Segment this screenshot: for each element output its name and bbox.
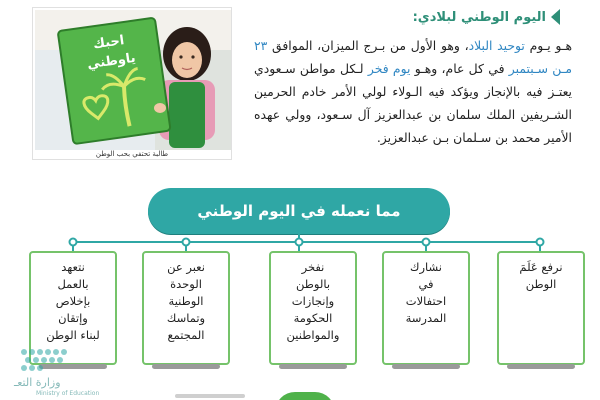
highlighted-phrase: ٢٣ مـن سـبتمبر bbox=[254, 38, 572, 76]
green-arc-decoration bbox=[275, 392, 335, 400]
card-line: احتفالات bbox=[405, 294, 447, 308]
activity-card-school-celebrations bbox=[382, 251, 470, 365]
divider bbox=[175, 394, 245, 398]
connector-dot bbox=[183, 239, 190, 246]
card-shadow bbox=[279, 364, 347, 369]
ministry-logo-subtext: Ministry of Education bbox=[36, 390, 100, 397]
card-line: وإنجازات bbox=[291, 294, 335, 308]
card-text bbox=[275, 259, 351, 344]
connector-dot bbox=[537, 239, 544, 246]
card-line: بالوطن bbox=[295, 277, 331, 291]
card-line: نتعهد bbox=[61, 260, 85, 274]
paragraph-text: هـو يـوم bbox=[524, 38, 572, 53]
card-line: الوطن bbox=[525, 277, 557, 291]
activity-card-raise-flag bbox=[497, 251, 585, 365]
banner-title: مما نعمله في اليوم الوطني bbox=[197, 202, 401, 220]
card-line: والمواطنين bbox=[286, 328, 340, 342]
card-line: المدرسة bbox=[405, 311, 447, 325]
paragraph-text: ، وهو الأول من بـرج الميزان، الموافق bbox=[267, 38, 469, 53]
card-shadow bbox=[152, 364, 220, 369]
paragraph-text: في كل عام، وهـو bbox=[410, 61, 509, 76]
section-heading bbox=[413, 7, 560, 27]
card-text bbox=[148, 259, 224, 344]
section-title: اليوم الوطني لبلادي: bbox=[412, 9, 546, 25]
national-day-paragraph bbox=[254, 34, 572, 149]
card-line: الحكومة bbox=[293, 311, 333, 325]
card-line: الوطنية bbox=[168, 294, 204, 308]
card-line: بالعمل bbox=[57, 277, 89, 291]
activity-card-proud bbox=[269, 251, 357, 365]
connector-dot bbox=[70, 239, 77, 246]
card-line: وتماسك bbox=[166, 311, 206, 325]
student-photo bbox=[32, 7, 232, 160]
arrow-marker-icon bbox=[551, 9, 560, 25]
card-text bbox=[503, 259, 579, 293]
ministry-logo-text: وزارة التعـ bbox=[14, 376, 61, 389]
activities-banner bbox=[148, 188, 450, 234]
girl-holding-sign-image bbox=[35, 10, 231, 150]
connector-dot bbox=[423, 239, 430, 246]
card-line: بإخلاص bbox=[55, 294, 91, 308]
card-line: نعبر عن bbox=[167, 260, 205, 274]
card-line: نشارك bbox=[410, 260, 442, 274]
highlighted-phrase: يوم فخر bbox=[367, 61, 411, 76]
card-line: لبناء الوطن bbox=[46, 328, 100, 342]
paragraph-text: لـكل مواطن سـعودي يعتـز فيه بالإنجاز ويؤكد فيه الـولاء لولي الأمر خادم الحرمين الشـريفين الملك سلمان بن عبدالعزيز آل سـعود، وولي عهده الأمير محمد بن سـلمان بـن عبدالعزيز. bbox=[254, 61, 572, 145]
card-line: نفخر bbox=[301, 260, 325, 274]
card-line: نرفع عَلَمَ bbox=[519, 260, 563, 274]
card-line: وإتقان bbox=[58, 311, 88, 325]
activity-card-national-unity bbox=[142, 251, 230, 365]
card-text bbox=[35, 259, 111, 344]
sign-text-line1: احبك bbox=[92, 33, 126, 53]
card-line: الوحدة bbox=[170, 277, 202, 291]
sign-text-line2: ياوطني bbox=[86, 50, 137, 73]
card-shadow bbox=[392, 364, 460, 369]
card-line: المجتمع bbox=[167, 328, 205, 342]
card-shadow bbox=[507, 364, 575, 369]
connector-dot bbox=[296, 239, 303, 246]
photo-caption: طالبة تحتفي بحب الوطن bbox=[95, 150, 169, 158]
highlighted-phrase: توحيد البلاد bbox=[468, 38, 525, 53]
card-text bbox=[388, 259, 464, 327]
card-line: في bbox=[418, 277, 434, 291]
